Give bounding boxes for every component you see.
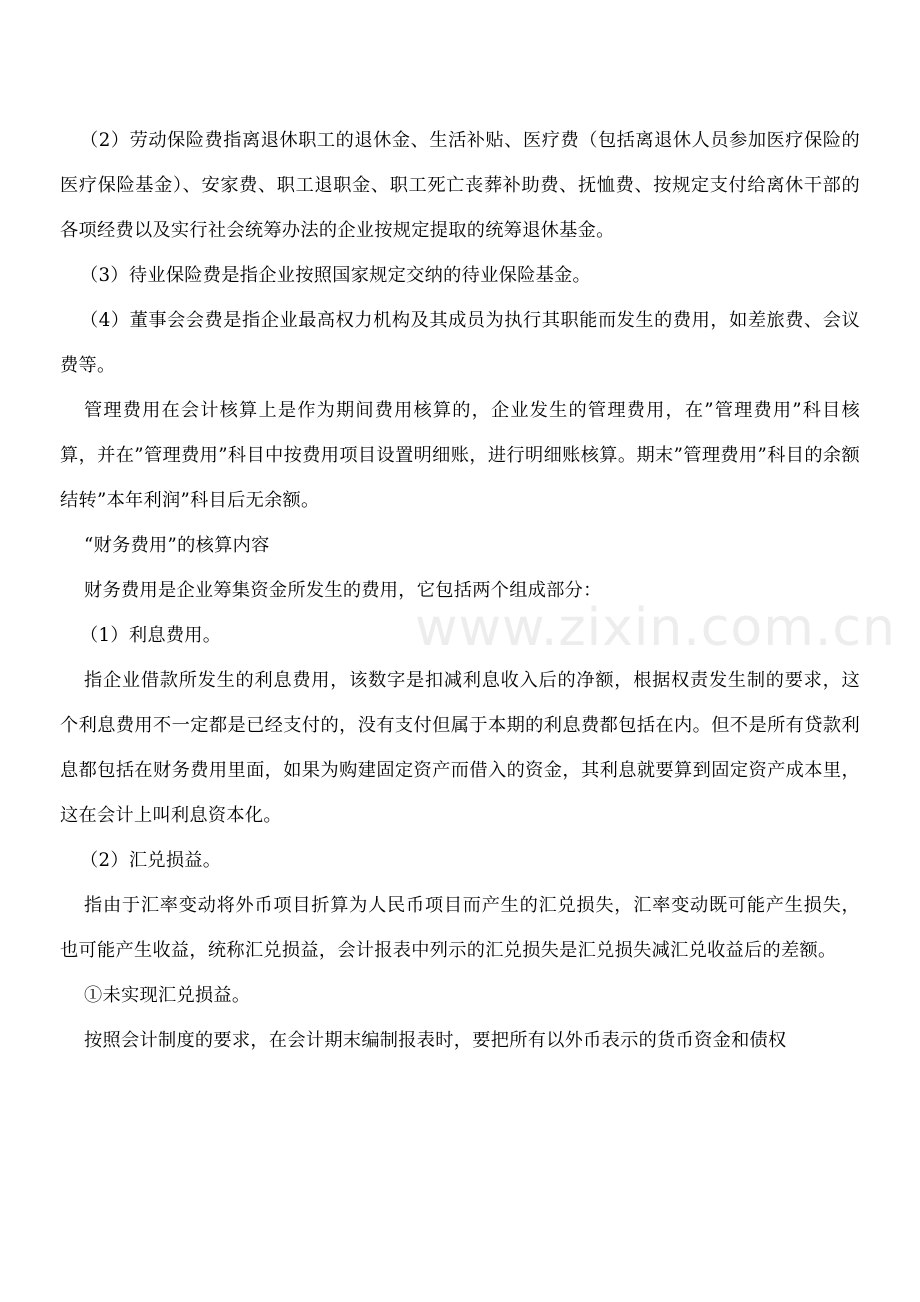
list-item-unrealized-exchange: ①未实现汇兑损益。 xyxy=(84,985,251,1006)
paragraph-unrealized-exchange: 按照会计制度的要求，在会计期末编制报表时，要把所有以外币表示的货币资金和债权 xyxy=(84,1030,787,1051)
list-item-interest-expense: （1）利息费用。 xyxy=(80,625,222,646)
section-heading-financial-expenses: “财务费用”的核算内容 xyxy=(84,535,270,556)
paragraph-exchange-gain-loss: 指由于汇率变动将外币项目折算为人民币项目而产生的汇兑损失，汇率变动既可能产生损失，也可能产生收益，统称汇兑损益，会计报表中列示的汇兑损失是汇兑损失减汇兑收益后的差额。 xyxy=(60,895,860,961)
paragraph-management-accounting: 管理费用在会计核算上是作为期间费用核算的，企业发生的管理费用，在”管理费用”科目核算，并在”管理费用”科目中按费用项目设置明细账，进行明细账核算。期末”管理费用”科目的余额结转”本年利润”科目后无余额。 xyxy=(60,400,860,511)
paragraph-interest-expense: 指企业借款所发生的利息费用，该数字是扣减利息收入后的净额，根据权责发生制的要求，这个利息费用不一定都是已经支付的，没有支付但属于本期的利息费都包括在内。但不是所有贷款利息都包括在财务费用里面，如果为购建固定资产而借入的资金，其利息就要算到固定资产成本里，这在会计上叫利息资本化。 xyxy=(60,670,860,826)
watermark: www.zixin.com.cn xyxy=(415,598,896,658)
list-item-exchange-gain-loss: （2）汇兑损益。 xyxy=(80,850,222,871)
paragraph-unemployment-insurance: （3）待业保险费是指企业按照国家规定交纳的待业保险基金。 xyxy=(80,265,592,286)
paragraph-financial-expenses-intro: 财务费用是企业筹集资金所发生的费用，它包括两个组成部分： xyxy=(84,580,602,601)
document-body xyxy=(60,118,860,1063)
paragraph-labor-insurance: （2）劳动保险费指离退休职工的退休金、生活补贴、医疗费（包括离退休人员参加医疗保险的医疗保险基金）、安家费、职工退职金、职工死亡丧葬补助费、抚恤费、按规定支付给离休干部的各项经费以及实行社会统筹办法的企业按规定提取的统筹退休基金。 xyxy=(60,130,860,241)
paragraph-board-fees: （4）董事会会费是指企业最高权力机构及其成员为执行其职能而发生的费用，如差旅费、会议费等。 xyxy=(60,310,860,376)
